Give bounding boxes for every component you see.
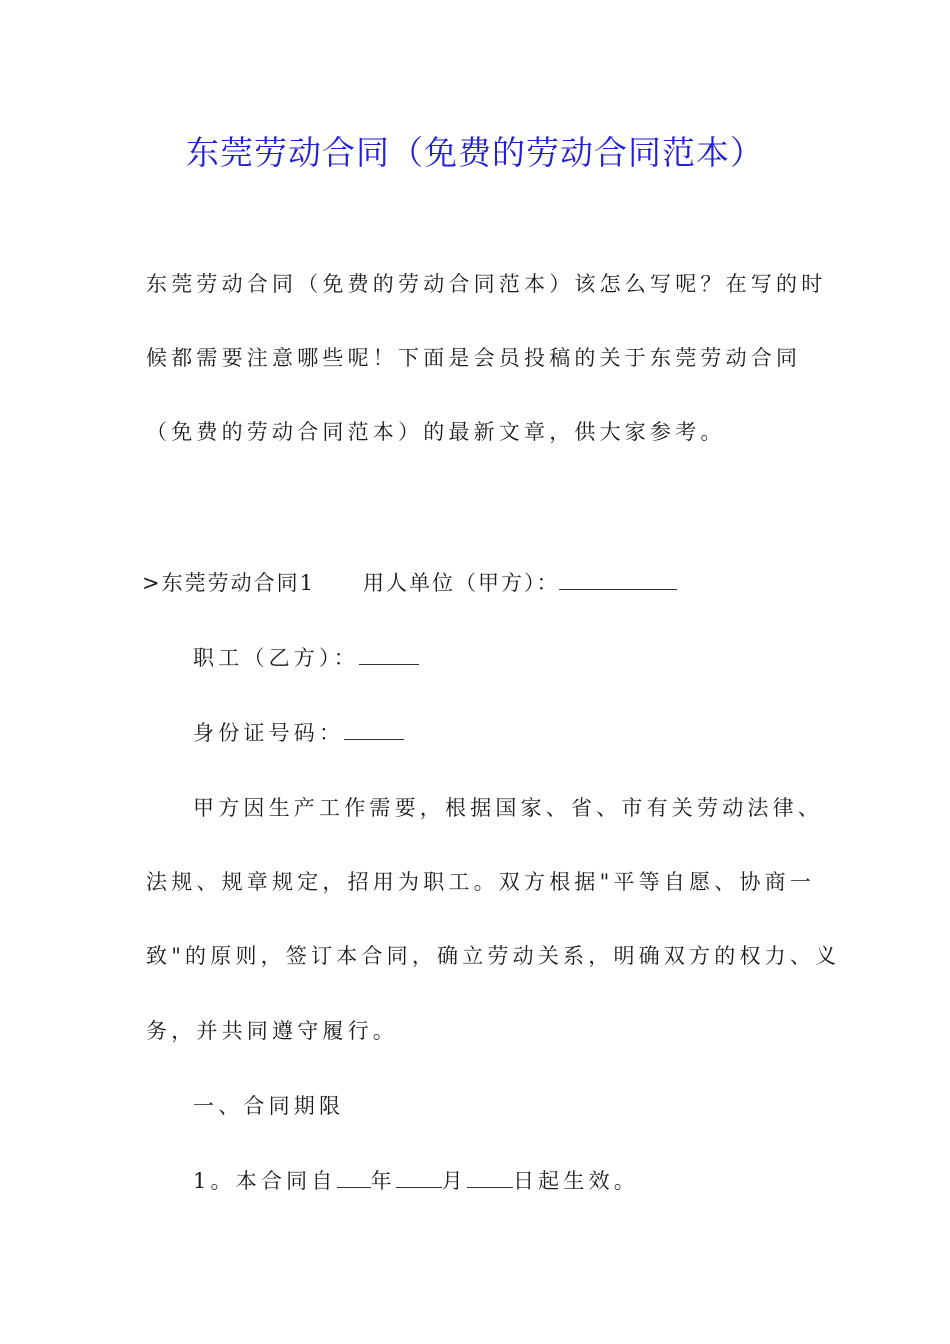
employer-blank[interactable] <box>559 571 677 590</box>
clause-1-row <box>193 1165 639 1197</box>
day-blank[interactable] <box>467 1169 513 1188</box>
paragraph-line-3: 致"的原则，签订本合同，确立劳动关系，明确双方的权力、义 <box>146 944 841 968</box>
intro-line-3: （免费的劳动合同范本）的最新文章，供大家参考。 <box>146 420 726 444</box>
month-blank[interactable] <box>396 1169 442 1188</box>
employee-blank[interactable] <box>359 646 419 665</box>
contract-section-heading: >东莞劳动合同1 <box>142 571 315 595</box>
clause-1-prefix: 1。本合同自 <box>193 1169 337 1193</box>
document-title: 东莞劳动合同（免费的劳动合同范本） <box>186 133 764 172</box>
paragraph-line-4: 务，并共同遵守履行。 <box>146 1019 398 1043</box>
id-number-row <box>193 717 404 749</box>
intro-line-1: 东莞劳动合同（免费的劳动合同范本）该怎么写呢？在写的时 <box>146 272 827 296</box>
year-blank[interactable] <box>337 1169 371 1188</box>
clause-1-month: 月 <box>441 1169 467 1193</box>
employer-label: 用人单位（甲方）： <box>362 571 560 595</box>
employee-row <box>193 642 419 674</box>
id-number-blank[interactable] <box>344 721 404 740</box>
contract-heading-row <box>142 567 677 599</box>
id-number-label: 身份证号码： <box>193 721 345 745</box>
clause-1-suffix: 日起生效。 <box>512 1169 639 1193</box>
employee-label: 职工（乙方）： <box>193 646 359 670</box>
clause-heading: 一、合同期限 <box>193 1094 345 1118</box>
paragraph-line-1: 甲方因生产工作需要，根据国家、省、市有关劳动法律、 <box>193 796 823 820</box>
clause-1-year: 年 <box>370 1169 396 1193</box>
intro-line-2: 候都需要注意哪些呢！下面是会员投稿的关于东莞劳动合同 <box>146 346 802 370</box>
paragraph-line-2: 法规、规章规定，招用为职工。双方根据"平等自愿、协商一 <box>146 870 816 894</box>
